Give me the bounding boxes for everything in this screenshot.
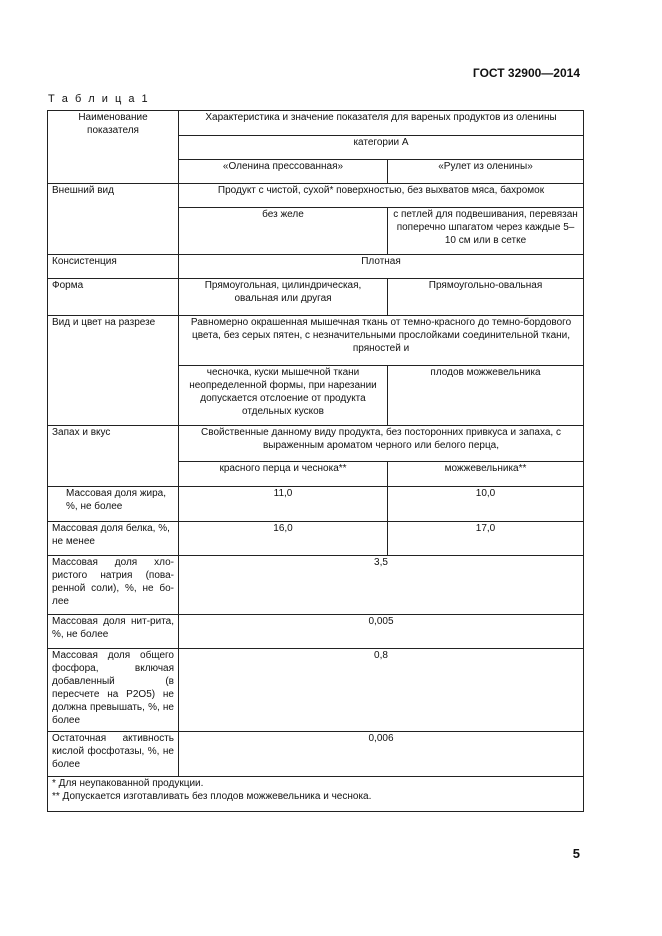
- header-col2: «Рулет из оленины»: [388, 160, 584, 184]
- row-phosphorus-value: 0,8: [179, 649, 584, 732]
- standard-number: ГОСТ 32900—2014: [472, 66, 580, 80]
- row-consistency-name: Консистенция: [48, 255, 179, 279]
- table-footnotes: [48, 777, 584, 812]
- footnote-1: * Для неупакованной продукции.: [52, 778, 204, 789]
- footnote-2: ** Допускается изготавливать без плодов можжевельника и чеснока.: [52, 791, 372, 802]
- page-number: 5: [572, 846, 580, 861]
- row-phosphorus-name: Массовая доля общего фосфора, включая добавленный (в пересчете на P2O5) не должна превышать, %, не более: [48, 649, 179, 732]
- row-appearance-col2: с петлей для подвешивания, перевязан поперечно шпагатом через каждые 5–10 см или в сетке: [388, 208, 584, 255]
- row-smell-common: Свойственные данному виду продукта, без посторонних привкуса и запаха, с выраженным ароматом черного или белого перца,: [179, 426, 584, 462]
- row-salt-name: Массовая доля хло-ристого натрия (пова-ренной соли), %, не бо-лее: [48, 556, 179, 615]
- row-smell-col1: красного перца и чеснока**: [179, 462, 388, 487]
- row-salt-value: 3,5: [179, 556, 584, 615]
- header-name-col: Наименование показателя: [48, 111, 179, 184]
- row-protein-col2: 17,0: [388, 522, 584, 556]
- row-cut-col2: плодов можжевельника: [388, 366, 584, 426]
- row-fat-col2: 10,0: [388, 487, 584, 522]
- row-protein-col1: 16,0: [179, 522, 388, 556]
- row-appearance-name: Внешний вид: [48, 184, 179, 255]
- row-nitrite-name: Массовая доля нит-рита, %, не более: [48, 615, 179, 649]
- row-phosphatase-value: 0,006: [179, 732, 584, 777]
- row-smell-col2: можжевельника**: [388, 462, 584, 487]
- row-nitrite-value: 0,005: [179, 615, 584, 649]
- header-col1: «Оленина прессованная»: [179, 160, 388, 184]
- row-fat-name: Массовая доля жира, %, не более: [48, 487, 179, 522]
- row-shape-col2: Прямоугольно-овальная: [388, 279, 584, 316]
- spec-table: [47, 110, 584, 812]
- header-category: категории А: [179, 136, 584, 160]
- row-appearance-common: Продукт с чистой, сухой* поверхностью, без выхватов мяса, бахромок: [179, 184, 584, 208]
- header-group: Характеристика и значение показателя для вареных продуктов из оленины: [179, 111, 584, 136]
- row-consistency-value: Плотная: [179, 255, 584, 279]
- row-shape-name: Форма: [48, 279, 179, 316]
- table-caption: Т а б л и ц а 1: [48, 93, 150, 105]
- row-cut-common: Равномерно окрашенная мышечная ткань от темно-красного до темно-бордового цвета, без серых пятен, с незначительными прослойками соединительной ткани, пряностей и: [179, 316, 584, 366]
- row-cut-name: Вид и цвет на разрезе: [48, 316, 179, 426]
- row-smell-name: Запах и вкус: [48, 426, 179, 487]
- row-appearance-col1: без желе: [179, 208, 388, 255]
- row-phosphatase-name: Остаточная активность кислой фосфотазы, %, не более: [48, 732, 179, 777]
- row-shape-col1: Прямоугольная, цилиндрическая, овальная или другая: [179, 279, 388, 316]
- row-protein-name: Массовая доля белка, %, не менее: [48, 522, 179, 556]
- row-cut-col1: чесночка, куски мышечной ткани неопределенной формы, при нарезании допускается отслоение от продукта отдельных кусков: [179, 366, 388, 426]
- row-fat-col1: 11,0: [179, 487, 388, 522]
